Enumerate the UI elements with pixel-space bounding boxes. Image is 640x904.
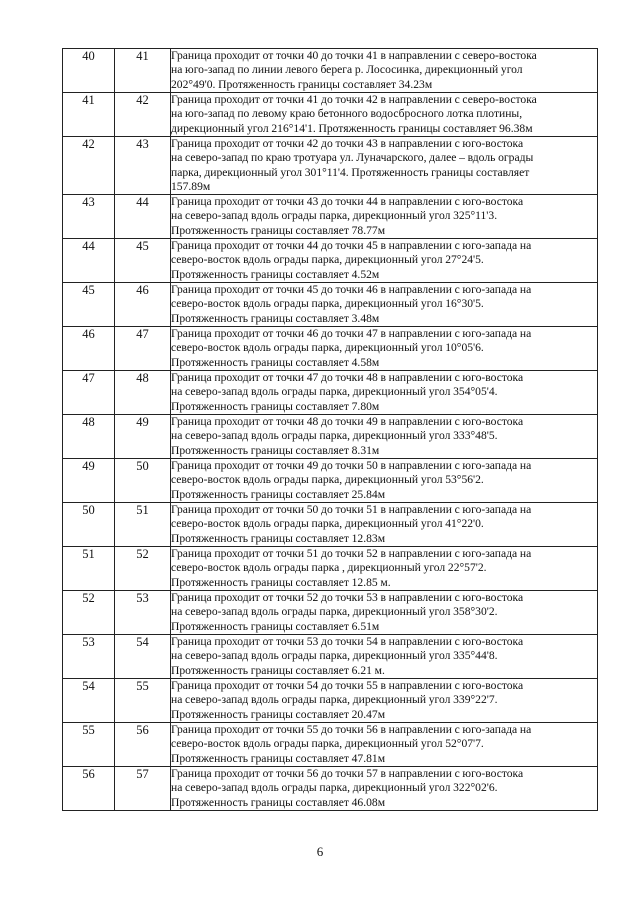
description-line: дирекционный угол 216°14'1. Протяженность границы составляет 96.38м bbox=[171, 121, 533, 135]
table-row bbox=[63, 195, 598, 239]
description-line: Граница проходит от точки 49 до точки 50 в направлении с юго-запада на bbox=[171, 459, 532, 473]
point-to-cell: 43 bbox=[115, 137, 171, 195]
description-line: Граница проходит от точки 52 до точки 53 в направлении с юго-востока bbox=[171, 591, 524, 605]
description-line: Протяженность границы составляет 6.21 м. bbox=[171, 663, 385, 677]
point-from-cell: 43 bbox=[63, 195, 115, 239]
boundary-description-cell bbox=[171, 547, 598, 591]
description-line: 202°49'0. Протяженность границы составляет 34.23м bbox=[171, 77, 433, 91]
boundary-description-cell bbox=[171, 591, 598, 635]
point-from-cell: 42 bbox=[63, 137, 115, 195]
point-from-cell: 41 bbox=[63, 93, 115, 137]
table-row bbox=[63, 723, 598, 767]
page-number: 6 bbox=[316, 844, 324, 859]
boundary-description-cell bbox=[171, 239, 598, 283]
point-to-cell: 51 bbox=[115, 503, 171, 547]
description-line: на северо-запад вдоль ограды парка, дирекционный угол 333°48'5. bbox=[171, 429, 498, 443]
boundary-table bbox=[62, 48, 598, 811]
description-line: Граница проходит от точки 46 до точки 47 в направлении с юго-запада на bbox=[171, 327, 532, 341]
boundary-description-cell bbox=[171, 679, 598, 723]
description-line: Граница проходит от точки 43 до точки 44 в направлении с юго-востока bbox=[171, 195, 524, 209]
boundary-description-cell bbox=[171, 283, 598, 327]
boundary-description-cell bbox=[171, 415, 598, 459]
description-line: Протяженность границы составляет 4.52м bbox=[171, 267, 380, 281]
point-to-cell: 50 bbox=[115, 459, 171, 503]
boundary-table-body bbox=[63, 49, 598, 811]
table-row bbox=[63, 371, 598, 415]
point-to-cell: 44 bbox=[115, 195, 171, 239]
description-line: Протяженность границы составляет 46.08м bbox=[171, 795, 386, 809]
point-from-cell: 50 bbox=[63, 503, 115, 547]
description-line: на северо-запад вдоль ограды парка, дирекционный угол 358°30'2. bbox=[171, 605, 498, 619]
description-line: Протяженность границы составляет 4.58м bbox=[171, 355, 380, 369]
description-line: Протяженность границы составляет 12.85 м. bbox=[171, 575, 391, 589]
description-line: Протяженность границы составляет 78.77м bbox=[171, 223, 386, 237]
description-line: Протяженность границы составляет 12.83м bbox=[171, 531, 386, 545]
description-line: Протяженность границы составляет 47.81м bbox=[171, 751, 386, 765]
table-row bbox=[63, 767, 598, 811]
point-to-cell: 54 bbox=[115, 635, 171, 679]
point-to-cell: 57 bbox=[115, 767, 171, 811]
point-to-cell: 47 bbox=[115, 327, 171, 371]
point-to-cell: 41 bbox=[115, 49, 171, 93]
boundary-description-cell bbox=[171, 137, 598, 195]
table-row bbox=[63, 93, 598, 137]
point-from-cell: 45 bbox=[63, 283, 115, 327]
point-from-cell: 48 bbox=[63, 415, 115, 459]
boundary-description-cell bbox=[171, 723, 598, 767]
description-line: Протяженность границы составляет 20.47м bbox=[171, 707, 386, 721]
description-line: северо-восток вдоль ограды парка, дирекционный угол 52°07'7. bbox=[171, 737, 484, 751]
point-from-cell: 53 bbox=[63, 635, 115, 679]
description-line: Граница проходит от точки 51 до точки 52 в направлении с юго-запада на bbox=[171, 547, 532, 561]
point-to-cell: 49 bbox=[115, 415, 171, 459]
description-line: на северо-запад вдоль ограды парка, дирекционный угол 335°44'8. bbox=[171, 649, 498, 663]
boundary-description-cell bbox=[171, 635, 598, 679]
description-line: северо-восток вдоль ограды парка, дирекционный угол 41°22'0. bbox=[171, 517, 484, 531]
point-to-cell: 56 bbox=[115, 723, 171, 767]
description-line: Граница проходит от точки 40 до точки 41 в направлении с северо-востока bbox=[171, 49, 537, 62]
description-line: Граница проходит от точки 53 до точки 54 в направлении с юго-востока bbox=[171, 635, 524, 649]
table-row bbox=[63, 679, 598, 723]
point-from-cell: 40 bbox=[63, 49, 115, 93]
description-line: на северо-запад вдоль ограды парка, дирекционный угол 339°22'7. bbox=[171, 693, 498, 707]
point-to-cell: 42 bbox=[115, 93, 171, 137]
description-line: северо-восток вдоль ограды парка, дирекционный угол 53°56'2. bbox=[171, 473, 484, 487]
description-line: Граница проходит от точки 56 до точки 57 в направлении с юго-востока bbox=[171, 767, 524, 781]
point-from-cell: 44 bbox=[63, 239, 115, 283]
description-line: Граница проходит от точки 54 до точки 55 в направлении с юго-востока bbox=[171, 679, 524, 693]
description-line: Граница проходит от точки 42 до точки 43 в направлении с юго-востока bbox=[171, 137, 524, 150]
table-row bbox=[63, 49, 598, 93]
description-line: Граница проходит от точки 41 до точки 42 в направлении с северо-востока bbox=[171, 93, 537, 106]
description-line: Протяженность границы составляет 25.84м bbox=[171, 487, 386, 501]
description-line: Граница проходит от точки 44 до точки 45 в направлении с юго-запада на bbox=[171, 239, 532, 253]
description-line: северо-восток вдоль ограды парка, дирекционный угол 16°30'5. bbox=[171, 297, 484, 311]
description-line: на северо-запад по краю тротуара ул. Луначарского, далее – вдоль ограды bbox=[171, 151, 534, 165]
description-line: северо-восток вдоль ограды парка , дирекционный угол 22°57'2. bbox=[171, 561, 487, 575]
table-row bbox=[63, 591, 598, 635]
boundary-description-cell bbox=[171, 93, 598, 137]
description-line: Граница проходит от точки 55 до точки 56 в направлении с юго-запада на bbox=[171, 723, 532, 737]
description-line: на северо-запад вдоль ограды парка, дирекционный угол 322°02'6. bbox=[171, 781, 498, 795]
description-line: Протяженность границы составляет 6.51м bbox=[171, 619, 380, 633]
description-line: северо-восток вдоль ограды парка, дирекционный угол 10°05'6. bbox=[171, 341, 484, 355]
point-to-cell: 46 bbox=[115, 283, 171, 327]
table-row bbox=[63, 459, 598, 503]
table-row bbox=[63, 415, 598, 459]
description-line: Граница проходит от точки 47 до точки 48 в направлении с юго-востока bbox=[171, 371, 524, 385]
description-line: Граница проходит от точки 50 до точки 51 в направлении с юго-запада на bbox=[171, 503, 532, 517]
description-line: Протяженность границы составляет 3.48м bbox=[171, 311, 380, 325]
point-from-cell: 56 bbox=[63, 767, 115, 811]
table-row bbox=[63, 547, 598, 591]
description-line: Граница проходит от точки 48 до точки 49 в направлении с юго-востока bbox=[171, 415, 524, 429]
point-from-cell: 47 bbox=[63, 371, 115, 415]
description-line: Граница проходит от точки 45 до точки 46 в направлении с юго-запада на bbox=[171, 283, 532, 297]
description-line: Протяженность границы составляет 7.80м bbox=[171, 399, 380, 413]
description-line: на юго-запад по линии левого берега р. Лососинка, дирекционный угол bbox=[171, 63, 523, 77]
boundary-description-cell bbox=[171, 503, 598, 547]
description-line: 157.89м bbox=[171, 179, 211, 193]
boundary-description-cell bbox=[171, 459, 598, 503]
table-row bbox=[63, 327, 598, 371]
boundary-description-cell bbox=[171, 767, 598, 811]
description-line: на северо-запад вдоль ограды парка, дирекционный угол 354°05'4. bbox=[171, 385, 498, 399]
point-from-cell: 49 bbox=[63, 459, 115, 503]
boundary-description-cell bbox=[171, 49, 598, 93]
boundary-description-cell bbox=[171, 195, 598, 239]
boundary-description-cell bbox=[171, 371, 598, 415]
table-row bbox=[63, 635, 598, 679]
table-row bbox=[63, 239, 598, 283]
point-from-cell: 46 bbox=[63, 327, 115, 371]
point-to-cell: 55 bbox=[115, 679, 171, 723]
description-line: на северо-запад вдоль ограды парка, дирекционный угол 325°11'3. bbox=[171, 209, 498, 223]
table-row bbox=[63, 283, 598, 327]
point-from-cell: 52 bbox=[63, 591, 115, 635]
description-line: на юго-запад по левому краю бетонного водосбросного лотка плотины, bbox=[171, 107, 523, 121]
boundary-description-cell bbox=[171, 327, 598, 371]
point-to-cell: 45 bbox=[115, 239, 171, 283]
table-row bbox=[63, 137, 598, 195]
description-line: Протяженность границы составляет 8.31м bbox=[171, 443, 380, 457]
point-to-cell: 53 bbox=[115, 591, 171, 635]
point-to-cell: 48 bbox=[115, 371, 171, 415]
point-from-cell: 54 bbox=[63, 679, 115, 723]
description-line: северо-восток вдоль ограды парка, дирекционный угол 27°24'5. bbox=[171, 253, 484, 267]
point-to-cell: 52 bbox=[115, 547, 171, 591]
point-from-cell: 55 bbox=[63, 723, 115, 767]
description-line: парка, дирекционный угол 301°11'4. Протяженность границы составляет bbox=[171, 165, 530, 179]
point-from-cell: 51 bbox=[63, 547, 115, 591]
table-row bbox=[63, 503, 598, 547]
